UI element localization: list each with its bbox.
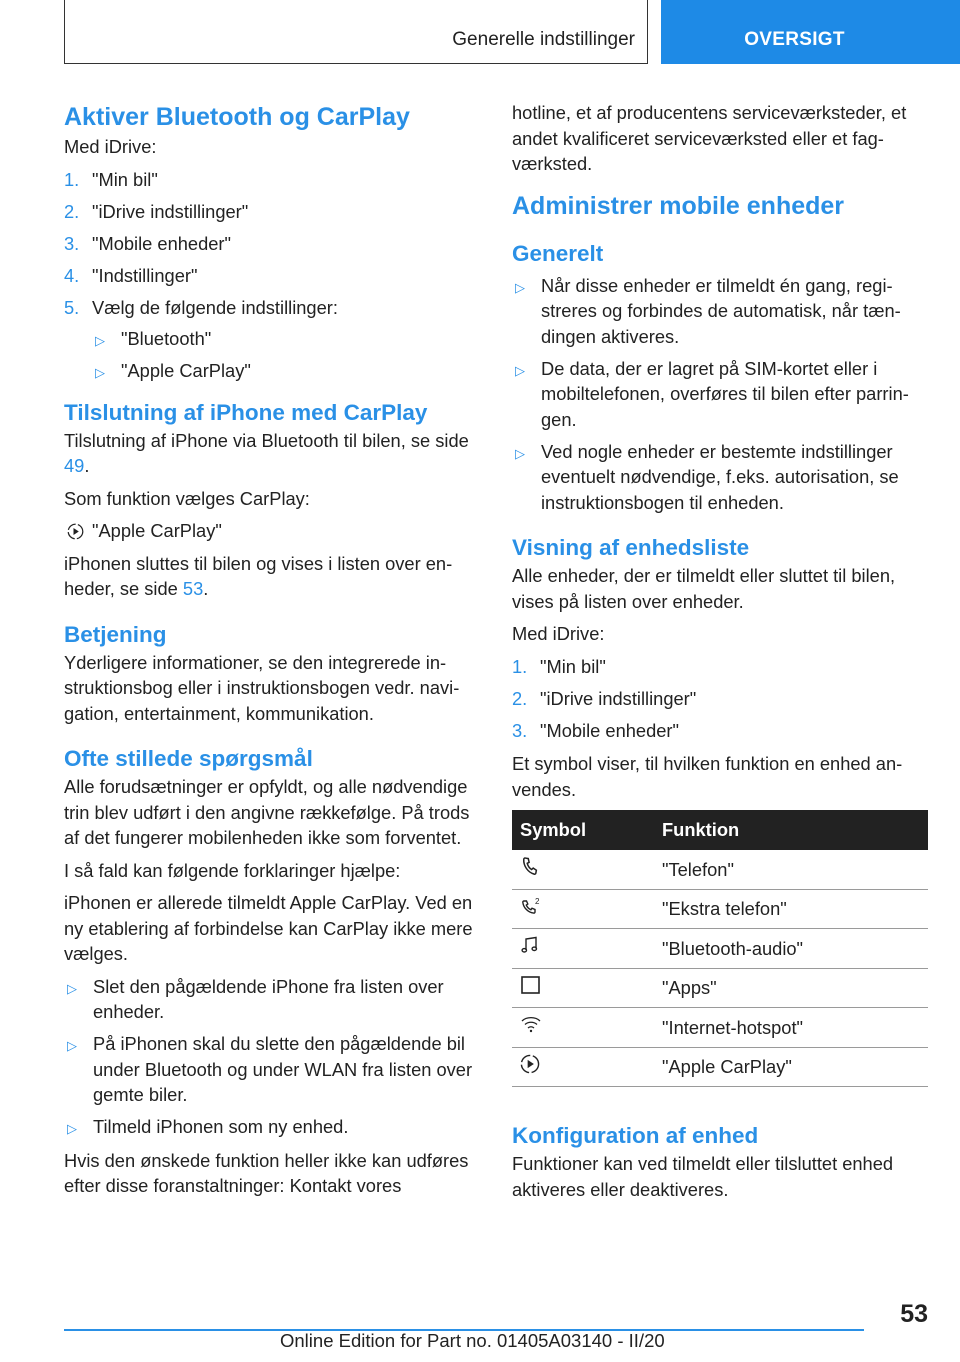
triangle-bullet-icon: ▷	[95, 333, 105, 348]
triangle-bullet-icon: ▷	[515, 445, 525, 461]
column-header-symbol: Symbol	[512, 810, 654, 850]
extra-phone-icon	[520, 896, 542, 916]
connect-paragraph-1: Tilslutning af iPhone via Bluetooth til bilen, se side 49.	[64, 429, 469, 476]
triangle-bullet-icon: ▷	[67, 1038, 77, 1053]
list-item: 5. Vælg de følgende indstillinger: ▷ "Bluetooth" ▷ "Apple CarPlay"	[64, 295, 482, 384]
carplay-play-icon	[520, 1054, 540, 1074]
faq-paragraph-3: iPhonen er allerede tilmeldt Apple CarPlay. Ved en ny etablering af forbindelse kan CarPlay ikke mere vælges.	[64, 892, 473, 964]
faq-paragraph-4: Hvis den ønskede funktion heller ikke kan udføres efter disse foranstaltninger: Kontakt vores	[64, 1149, 469, 1196]
device-list-paragraph-2: Et symbol viser, til hvilken funktion en enhed anvendes.	[512, 753, 903, 800]
heading-device-configuration: Konfiguration af enhed	[512, 1123, 759, 1148]
carplay-play-icon	[67, 523, 84, 540]
triangle-bullet-icon: ▷	[515, 362, 525, 378]
table-cell-function: "Telefon"	[654, 850, 928, 889]
general-bullet-list	[512, 273, 930, 516]
table-cell-function: "Internet-hotspot"	[654, 1008, 928, 1048]
table-row	[512, 1047, 928, 1087]
svg-text:2: 2	[535, 896, 540, 906]
list-item: 4. "Indstillinger"	[64, 264, 198, 286]
music-note-icon	[520, 935, 540, 955]
operation-paragraph: Yderligere informationer, se den integrerede instruktionsbog eller i instruktionsbogen vedr. navigation, entertainment, kommunikation.	[64, 651, 460, 724]
header-tab-label: OVERSIGT	[744, 29, 845, 50]
left-column	[64, 100, 482, 1206]
list-item: ▷ Slet den pågældende iPhone fra listen over enheder.	[67, 975, 444, 1022]
with-idrive-text: Med iDrive:	[512, 623, 605, 644]
triangle-bullet-icon: ▷	[95, 365, 105, 380]
table-cell-function: "Bluetooth-audio"	[654, 929, 928, 969]
configuration-paragraph: Funktioner kan ved tilmeldt eller tilsluttet enhed aktiveres eller deaktiveres.	[512, 1153, 894, 1200]
table-header-row	[512, 810, 928, 850]
table-row	[512, 889, 928, 929]
heading-operation: Betjening	[64, 621, 167, 647]
column-header-function: Funktion	[654, 810, 928, 850]
triangle-bullet-icon: ▷	[67, 980, 77, 996]
header-section-title: Generelle indstillinger	[452, 29, 635, 50]
steps-list	[64, 167, 482, 384]
list-item: ▷ "Bluetooth"	[92, 326, 482, 352]
wifi-hotspot-icon	[520, 1014, 542, 1034]
list-item: 2. "iDrive indstillinger"	[512, 687, 697, 709]
symbol-table	[512, 810, 928, 1087]
device-steps-list	[512, 654, 930, 744]
continued-paragraph: hotline, et af producentens serviceværksteder, et andet kvalificeret serviceværksted eller et fagværksted.	[512, 102, 907, 174]
list-item: ▷ "Apple CarPlay"	[92, 358, 482, 384]
table-row	[512, 850, 928, 889]
page-number: 53	[900, 1300, 928, 1328]
table-cell-function: "Ekstra telefon"	[654, 889, 928, 929]
page-link-49[interactable]: 49	[64, 455, 85, 476]
sub-option-list	[92, 326, 482, 384]
phone-icon	[520, 856, 540, 876]
apps-square-icon	[520, 975, 542, 995]
list-item: 3. "Mobile enheder"	[64, 232, 232, 254]
table-cell-function: "Apps"	[654, 968, 928, 1008]
faq-bullet-list	[64, 974, 482, 1140]
faq-paragraph-2: I så fald kan følgende forklaringer hjælpe:	[64, 859, 401, 881]
table-row	[512, 929, 928, 969]
list-item: ▷ Tilmeld iPhonen som ny enhed.	[64, 1114, 482, 1140]
table-row	[512, 1008, 928, 1048]
triangle-bullet-icon: ▷	[515, 279, 525, 295]
list-item: ▷ Når disse enheder er tilmeldt én gang, registreres og forbindes de automatisk, når tændingen aktiveres.	[515, 274, 901, 347]
connect-paragraph-2: Som funktion vælges CarPlay:	[64, 487, 310, 509]
heading-manage-devices: Administrer mobile enheder	[512, 191, 845, 220]
connect-paragraph-3: iPhonen sluttes til bilen og vises i listen over enheder, se side 53.	[64, 552, 453, 599]
carplay-option: "Apple CarPlay"	[64, 518, 482, 544]
heading-general: Generelt	[512, 240, 604, 266]
page-link-53[interactable]: 53	[182, 578, 204, 599]
table-row	[512, 968, 928, 1008]
with-idrive-text: Med iDrive:	[64, 136, 157, 157]
triangle-bullet-icon: ▷	[67, 1121, 77, 1136]
heading-faq: Ofte stillede spørgsmål	[64, 746, 313, 771]
list-item: 1. "Min bil"	[64, 168, 158, 190]
list-item: ▷ På iPhonen skal du slette den pågældende bil under Bluetooth og under WLAN fra listen over gemte biler.	[67, 1033, 473, 1105]
footer-edition-text: Online Edition for Part no. 01405A03140 - II/20	[280, 1330, 665, 1351]
faq-paragraph-1: Alle forudsætninger er opfyldt, og alle nødvendige trin blev udført i den angivne rækkefølge. På trods af det fungerer mobilenheden ikke som forventet.	[64, 776, 470, 848]
right-column	[512, 100, 930, 1209]
table-cell-function: "Apple CarPlay"	[654, 1047, 928, 1087]
list-item: 2. "iDrive indstillinger"	[64, 200, 249, 222]
list-item: ▷ Ved nogle enheder er bestemte indstillinger eventuelt nødvendige, f.eks. autorisation, se instruktionsbogen til enheden.	[515, 440, 899, 513]
list-item: 1. "Min bil"	[512, 655, 606, 677]
list-item: 3. "Mobile enheder"	[512, 719, 680, 741]
header-tab-overview[interactable]	[661, 0, 960, 64]
header-section-box	[64, 0, 648, 64]
heading-device-list: Visning af enhedsliste	[512, 535, 750, 560]
device-list-paragraph-1: Alle enheder, der er tilmeldt eller sluttet til bilen, vises på listen over enheder.	[512, 565, 896, 612]
list-item: ▷ De data, der er lagret på SIM-kortet eller i mobiltelefonen, overføres til bilen efter parringen.	[515, 357, 909, 430]
heading-activate-bluetooth: Aktiver Bluetooth og CarPlay	[64, 103, 410, 131]
heading-connect-iphone: Tilslutning af iPhone med CarPlay	[64, 399, 428, 425]
